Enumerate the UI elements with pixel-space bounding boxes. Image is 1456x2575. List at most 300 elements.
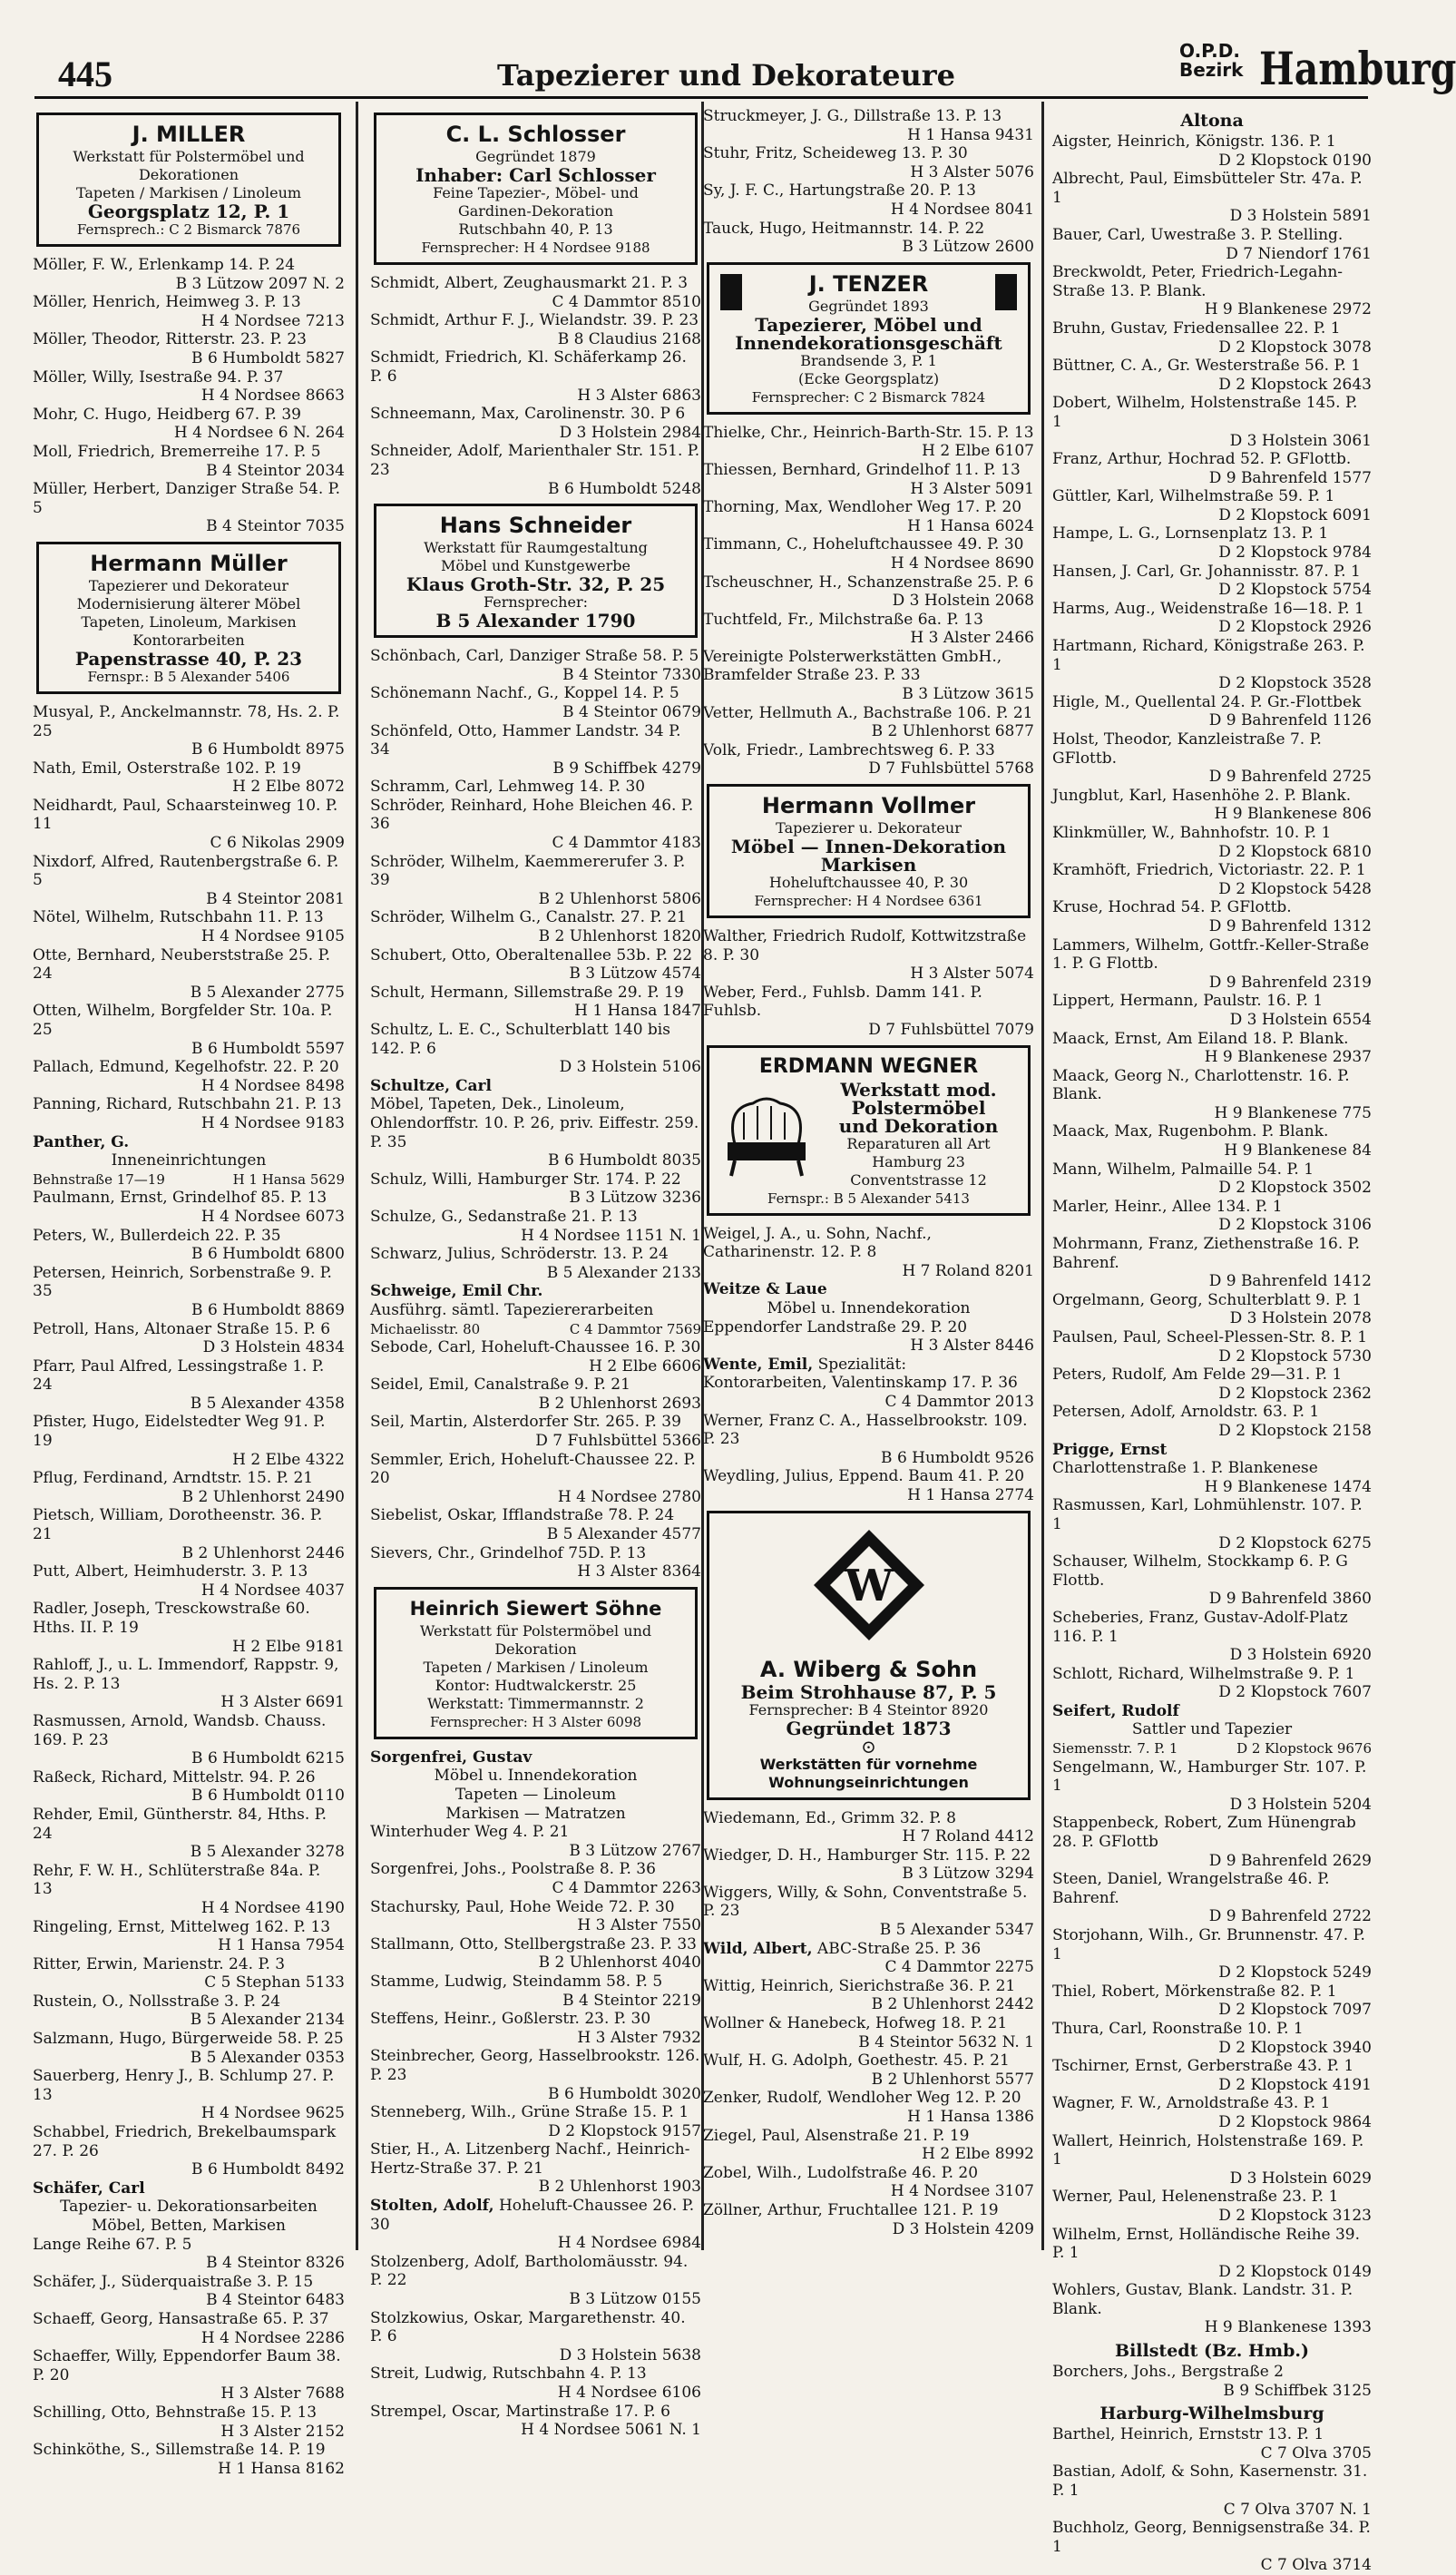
listing-phone: H 3 Alster 2466 [910, 629, 1034, 648]
listing-text: Thielke, Chr., Heinrich-Barth-Str. 15. P. 13 [703, 423, 1034, 442]
listing-text: Peters, W., Bullerdeich 22. P. 35 [33, 1226, 281, 1245]
listing-entry [1052, 394, 1372, 450]
listing-entry [703, 2089, 1034, 2126]
listing-phone: B 4 Steintor 2034 [206, 461, 345, 480]
listing-phone: B 2 Uhlenhorst 2693 [538, 1394, 701, 1413]
listing-phone: B 2 Uhlenhorst 5806 [538, 889, 701, 908]
listing-phone: H 1 Hansa 8162 [218, 2459, 345, 2478]
listing-phone: B 6 Humboldt 8975 [191, 740, 345, 759]
section-altona: Altona [1180, 111, 1244, 131]
listing-entry [33, 1806, 345, 1862]
entry-schweige: Schweige, Emil Chr. Ausführg. sämtl. Tapeziererarbeiten Michaelisstr. 80 C 4 Dammtor 7569 [370, 1282, 701, 1337]
listing-entry [1052, 1814, 1372, 1870]
listing-phone: D 3 Holstein 5204 [1229, 1795, 1372, 1814]
listing-text: Semmler, Erich, Hoheluft-Chaussee 22. P. 20 [370, 1450, 696, 1488]
listing-entry [703, 573, 1034, 611]
listing-phone: D 2 Klopstock 9157 [548, 2121, 701, 2140]
listing-entry [1052, 1328, 1372, 1366]
listing-phone: H 7 Roland 4412 [902, 1827, 1034, 1846]
listing-phone: H 4 Nordsee 9625 [200, 2104, 345, 2123]
column-4 [1052, 107, 1372, 2575]
listing-phone: B 5 Alexander 5347 [879, 1921, 1034, 1940]
listing-text: Mohr, C. Hugo, Heidberg 67. P. 39 [33, 405, 301, 424]
listing-text: Wiedger, D. H., Hamburger Str. 115. P. 22 [703, 1846, 1031, 1865]
listing-phone: C 4 Dammtor 4183 [552, 834, 701, 853]
listing-entry [370, 2253, 701, 2309]
listing-phone: H 1 Hansa 2774 [907, 1485, 1034, 1504]
city-heading: Hamburg [1259, 42, 1456, 95]
entry-list [703, 1809, 1034, 1940]
listing-entry [370, 1170, 701, 1208]
listing-phone: H 4 Nordsee 5061 N. 1 [521, 2421, 701, 2440]
listing-entry [1052, 2094, 1372, 2131]
page-header [34, 34, 1456, 99]
listing-entry [1052, 1926, 1372, 1983]
listing-entry [33, 1562, 345, 1600]
black-block-icon [720, 274, 742, 310]
listing-text: Sebode, Carl, Hoheluft-Chaussee 16. P. 30 [370, 1338, 701, 1357]
listing-text: Schulze, G., Sedanstraße 21. P. 13 [370, 1207, 638, 1226]
listing-text: Otten, Wilhelm, Borgfelder Str. 10a. P. 25 [33, 1002, 333, 1039]
listing-entry [370, 1935, 701, 1973]
listing-entry [703, 1225, 1034, 1281]
listing-entry [33, 443, 345, 480]
listing-text: Thorning, Max, Wendloher Weg 17. P. 20 [703, 498, 1022, 517]
listing-phone: D 3 Holstein 4834 [202, 1338, 345, 1357]
listing-text: Hampe, L. G., Lornsenplatz 13. P. 1 [1052, 524, 1329, 543]
listing-entry [1052, 898, 1372, 935]
listing-phone: H 4 Nordsee 4190 [200, 1898, 345, 1917]
listing-phone: H 3 Alster 7932 [577, 2028, 701, 2047]
listing-text: Paulmann, Ernst, Grindelhof 85. P. 13 [33, 1189, 327, 1208]
listing-phone: D 9 Bahrenfeld 1312 [1208, 916, 1372, 935]
listing-text: Buchholz, Georg, Bennigsenstraße 34. P. 1 [1052, 2519, 1371, 2556]
listing-text: Orgelmann, Georg, Schulterblatt 9. P. 1 [1052, 1290, 1363, 1309]
listing-entry [33, 946, 345, 1003]
listing-entry [703, 535, 1034, 573]
listing-phone: B 4 Steintor 5632 N. 1 [858, 2032, 1034, 2051]
listing-text: Kramhöft, Friedrich, Victoriastr. 22. P. 1 [1052, 861, 1366, 880]
listing-phone: D 9 Bahrenfeld 1412 [1208, 1272, 1372, 1291]
listing-phone: H 4 Nordsee 7213 [200, 311, 345, 330]
listing-phone: D 2 Klopstock 3502 [1218, 1179, 1372, 1198]
listing-phone: H 4 Nordsee 9183 [200, 1113, 345, 1132]
listing-text: Marler, Heinr., Allee 134. P. 1 [1052, 1197, 1283, 1216]
listing-phone: H 4 Nordsee 8498 [200, 1076, 345, 1095]
listing-text: Bauer, Carl, Uwestraße 3. P. Stelling. [1052, 225, 1344, 244]
listing-phone: D 3 Holstein 5106 [559, 1058, 701, 1077]
listing-phone: D 2 Klopstock 4191 [1218, 2075, 1372, 2094]
page-number: 445 [58, 54, 112, 94]
listing-phone: D 9 Bahrenfeld 2319 [1208, 973, 1372, 992]
listing-phone: B 6 Humboldt 0110 [191, 1787, 345, 1806]
circle-mark-icon: ⊙ [861, 1735, 876, 1757]
listing-phone: C 4 Dammtor 2263 [552, 1878, 701, 1897]
listing-entry [703, 1884, 1034, 1940]
listing-text: Peters, Rudolf, Am Felde 29—31. P. 1 [1052, 1366, 1343, 1385]
listing-text: Schinköthe, S., Sillemstraße 14. P. 19 [33, 2441, 326, 2460]
listing-text: Schröder, Wilhelm G., Canalstr. 27. P. 21 [370, 908, 687, 927]
listing-text: Sievers, Chr., Grindelhof 75D. P. 13 [370, 1543, 647, 1562]
entry-wente: Wente, Emil, Spezialität: Kontorarbeiten, Valentinskamp 17. P. 36 C 4 Dammtor 2013 [703, 1355, 1034, 1411]
listing-phone: B 4 Steintor 2219 [562, 1991, 701, 2010]
listing-phone: B 6 Humboldt 6800 [191, 1245, 345, 1264]
listing-entry [703, 2201, 1034, 2238]
entry-list [703, 1977, 1034, 2238]
listing-phone: C 6 Nikolas 2909 [210, 834, 345, 853]
listing-phone: D 2 Klopstock 9864 [1218, 2112, 1372, 2131]
listing-text: Maack, Ernst, Am Eiland 18. P. Blank. [1052, 1029, 1349, 1048]
listing-entry [1052, 787, 1372, 824]
listing-entry [1052, 1030, 1372, 1067]
listing-text: Schmidt, Albert, Zeughausmarkt 21. P. 3 [370, 274, 689, 292]
listing-phone: D 2 Klopstock 2643 [1218, 375, 1372, 394]
entry-sorgenfrei: Sorgenfrei, Gustav Möbel u. Innendekoration Tapeten — Linoleum Markisen — Matratzen Winterhuder Weg 4. P. 21 B 3 Lützow 2767 [370, 1748, 701, 1860]
listing-text: Schröder, Wilhelm, Kaemmererufer 3. P. 39 [370, 852, 686, 890]
listing-entry [33, 1862, 345, 1918]
black-block-icon [995, 274, 1017, 310]
listing-entry [370, 1544, 701, 1581]
listing-entry [370, 2103, 701, 2140]
listing-text: Stachursky, Paul, Hohe Weide 72. P. 30 [370, 1897, 675, 1916]
entry-list [370, 274, 701, 498]
listing-phone: B 5 Alexander 3278 [190, 1843, 345, 1862]
listing-entry [703, 1412, 1034, 1468]
listing-text: Breckwoldt, Peter, Friedrich-Legahn-Straße 13. P. Blank. [1052, 263, 1344, 300]
listing-entry [703, 220, 1034, 257]
listing-phone: H 3 Alster 8364 [577, 1562, 701, 1581]
listing-text: Stier, H., A. Litzenberg Nachf., Heinrich-Hertz-Straße 37. P. 21 [370, 2140, 690, 2178]
entry-list [1052, 1496, 1372, 1702]
entry-stolten: Stolten, Adolf, Hoheluft-Chaussee 26. P. 30 H 4 Nordsee 6984 [370, 2197, 701, 2253]
listing-entry [33, 759, 345, 797]
listing-phone: B 3 Lützow 0155 [569, 2290, 701, 2309]
listing-entry [1052, 1198, 1372, 1235]
listing-entry [370, 797, 701, 853]
listing-entry [1052, 1366, 1372, 1403]
listing-text: Walther, Friedrich Rudolf, Kottwitzstraße 8. P. 30 [703, 927, 1027, 964]
listing-text: Tuchtfeld, Fr., Milchstraße 6a. P. 13 [703, 610, 983, 629]
listing-entry [33, 2067, 345, 2123]
listing-entry [1052, 2020, 1372, 2057]
listing-text: Sengelmann, W., Hamburger Str. 107. P. 1 [1052, 1757, 1367, 1796]
listing-phone: D 2 Klopstock 2158 [1218, 1421, 1372, 1440]
listing-text: Möller, Henrich, Heimweg 3. P. 13 [33, 293, 301, 312]
listing-entry [1052, 563, 1372, 600]
listing-phone: H 1 Hansa 9431 [907, 125, 1034, 144]
listing-phone: B 2 Uhlenhorst 1903 [538, 2178, 701, 2197]
listing-text: Müller, Herbert, Danziger Straße 54. P. 5 [33, 480, 341, 517]
listing-phone: H 9 Blankenese 1393 [1204, 2318, 1372, 2337]
listing-entry [33, 1656, 345, 1712]
entry-list [703, 107, 1034, 257]
column-3 [703, 107, 1034, 2248]
listing-text: Büttner, C. A., Gr. Westerstraße 56. P. 1 [1052, 357, 1362, 376]
listing-text: Aigster, Heinrich, Königstr. 136. P. 1 [1052, 132, 1336, 151]
listing-phone: H 3 Alster 7688 [220, 2384, 345, 2404]
listing-text: Schaeffer, Willy, Eppendorfer Baum 38. P. 20 [33, 2347, 341, 2384]
listing-entry [33, 1357, 345, 1414]
listing-phone: H 9 Blankenese 84 [1224, 1141, 1372, 1160]
listing-text: Stolzkowius, Oskar, Margarethenstr. 40. P. 6 [370, 2308, 686, 2346]
listing-phone: B 6 Humboldt 5597 [191, 1039, 345, 1058]
listing-phone: H 3 Alster 7550 [577, 1916, 701, 1935]
armchair-icon [717, 1090, 816, 1180]
listing-phone: B 2 Uhlenhorst 1820 [538, 927, 701, 946]
listing-text: Stallmann, Otto, Stellbergstraße 23. P. 33 [370, 1934, 697, 1953]
listing-text: Siebelist, Oskar, Ifflandstraße 78. P. 24 [370, 1506, 675, 1525]
listing-phone: D 9 Bahrenfeld 3860 [1208, 1590, 1372, 1609]
wiberg-logo-icon [810, 1526, 928, 1644]
listing-phone: H 4 Nordsee 6073 [200, 1207, 345, 1226]
listing-entry [33, 330, 345, 367]
listing-phone: D 7 Fuhlsbüttel 7079 [868, 1021, 1034, 1039]
listing-entry [703, 2164, 1034, 2201]
listing-text: Pfarr, Paul Alfred, Lessingstraße 1. P. 24 [33, 1356, 325, 1395]
listing-entry [33, 2404, 345, 2441]
listing-entry [703, 1977, 1034, 2014]
listing-entry [370, 1338, 701, 1376]
listing-entry [703, 984, 1034, 1040]
listing-text: Nötel, Wilhelm, Rutschbahn 11. P. 13 [33, 908, 324, 927]
listing-entry [1052, 1609, 1372, 1665]
listing-text: Stappenbeck, Robert, Zum Hünengrab 28. P. GFlottb [1052, 1814, 1356, 1852]
listing-phone: H 1 Hansa 6024 [907, 516, 1034, 535]
listing-phone: H 4 Nordsee 3107 [890, 2182, 1034, 2201]
listing-entry [1052, 861, 1372, 898]
listing-text: Scheberies, Franz, Gustav-Adolf-Platz 116. P. 1 [1052, 1608, 1348, 1646]
listing-phone: B 2 Uhlenhorst 2442 [871, 1995, 1034, 2014]
listing-phone: B 5 Alexander 4577 [546, 1525, 701, 1544]
listing-entry [1052, 226, 1372, 263]
listing-text: Weber, Ferd., Fuhlsb. Damm 141. P. Fuhlsb. [703, 983, 982, 1021]
listing-phone: B 3 Lützow 3236 [569, 1189, 701, 1208]
listing-phone: D 3 Holstein 3061 [1229, 431, 1372, 450]
listing-entry [1052, 2132, 1372, 2188]
listing-phone: B 6 Humboldt 5827 [191, 348, 345, 367]
listing-entry [33, 1227, 345, 1264]
listing-entry [370, 908, 701, 945]
listing-text: Schaeff, Georg, Hansastraße 65. P. 37 [33, 2309, 329, 2328]
listing-text: Paulsen, Paul, Scheel-Plessen-Str. 8. P. 1 [1052, 1328, 1368, 1346]
listing-entry [703, 1846, 1034, 1884]
listing-entry [33, 1955, 345, 1992]
listing-text: Zobel, Wilh., Ludolfstraße 46. P. 20 [703, 2163, 979, 2182]
listing-phone: D 3 Holstein 2984 [559, 423, 701, 442]
listing-text: Werner, Paul, Helenenstraße 23. P. 1 [1052, 2188, 1339, 2207]
listing-phone: B 2 Uhlenhorst 6877 [871, 722, 1034, 741]
listing-entry [370, 946, 701, 984]
listing-text: Werner, Franz C. A., Hasselbrookstr. 109. P. 23 [703, 1411, 1028, 1449]
listing-entry [703, 1467, 1034, 1504]
listing-phone: H 4 Nordsee 2780 [557, 1487, 701, 1506]
listing-phone: D 2 Klopstock 6810 [1218, 842, 1372, 861]
listing-entry [33, 1918, 345, 1955]
listing-text: Möller, F. W., Erlenkamp 14. P. 24 [33, 256, 296, 274]
listing-phone: H 9 Blankenese 2937 [1204, 1048, 1372, 1067]
listing-phone: D 9 Bahrenfeld 1126 [1208, 711, 1372, 730]
listing-entry [1052, 263, 1372, 319]
listing-text: Moll, Friedrich, Bremerreihe 17. P. 5 [33, 442, 321, 461]
listing-entry [370, 1376, 701, 1413]
ad-tenzer: J. TENZER Gegründet 1893 Tapezierer, Möbel und Innendekorationsgeschäft Brandsende 3, P. 1 (Ecke Georgsplatz) Fernsprecher: C 2 Bismarck 7824 [707, 262, 1031, 415]
listing-phone: D 9 Bahrenfeld 2722 [1208, 1907, 1372, 1926]
listing-phone: D 3 Holstein 5638 [559, 2345, 701, 2364]
listing-text: Struckmeyer, J. G., Dillstraße 13. P. 13 [703, 107, 1002, 125]
listing-text: Vetter, Hellmuth A., Bachstraße 106. P. 21 [703, 703, 1033, 722]
listing-phone: H 2 Elbe 4322 [232, 1450, 345, 1469]
listing-text: Seidel, Emil, Canalstraße 9. P. 21 [370, 1376, 630, 1395]
listing-text: Pflug, Ferdinand, Arndtstr. 15. P. 21 [33, 1469, 314, 1488]
listing-text: Mohrmann, Franz, Ziethenstraße 16. P. Bahrenf. [1052, 1235, 1361, 1272]
listing-entry [703, 2051, 1034, 2089]
listing-entry [370, 2140, 701, 2197]
listing-text: Stenneberg, Wilh., Grüne Straße 15. P. 1 [370, 2103, 689, 2122]
listing-phone: D 3 Holstein 6029 [1229, 2169, 1372, 2188]
listing-phone: H 9 Blankenese 775 [1214, 1103, 1372, 1122]
listing-phone: H 3 Alster 6863 [577, 386, 701, 405]
listing-phone: B 5 Alexander 2133 [546, 1263, 701, 1282]
listing-text: Lippert, Hermann, Paulstr. 16. P. 1 [1052, 992, 1324, 1011]
listing-entry [1052, 524, 1372, 562]
entry-list [33, 1189, 345, 2178]
listing-text: Schubert, Otto, Oberaltenallee 53b. P. 22 [370, 945, 693, 964]
listing-text: Timmann, C., Hoheluftchaussee 49. P. 30 [703, 535, 1024, 554]
listing-entry [370, 1413, 701, 1450]
listing-entry [370, 274, 701, 311]
listing-text: Zöllner, Arthur, Fruchtallee 121. P. 19 [703, 2200, 999, 2219]
listing-text: Harms, Aug., Weidenstraße 16—18. P. 1 [1052, 599, 1364, 618]
svg-text:W: W [844, 1560, 894, 1611]
listing-entry [370, 1506, 701, 1543]
listing-text: Möller, Theodor, Ritterstr. 23. P. 23 [33, 330, 307, 349]
listing-entry [1052, 132, 1372, 170]
entry-schaefer: Schäfer, Carl Tapezier- u. Dekorationsarbeiten Möbel, Betten, Markisen Lange Reihe 67. P. 5 B 4 Steintor 8326 [33, 2178, 345, 2273]
listing-text: Schwarz, Julius, Schröderstr. 13. P. 24 [370, 1245, 669, 1264]
listing-phone: B 6 Humboldt 9526 [881, 1448, 1034, 1467]
listing-text: Sauerberg, Henry J., B. Schlump 27. P. 13 [33, 2067, 335, 2104]
listing-text: Schönfeld, Otto, Hammer Landstr. 34 P. 34 [370, 721, 681, 759]
listing-phone: D 2 Klopstock 2926 [1218, 618, 1372, 637]
listing-phone: D 3 Holstein 6554 [1229, 1010, 1372, 1029]
listing-phone: H 3 Alster 5076 [910, 162, 1034, 181]
listing-phone: B 3 Lützow 3294 [902, 1865, 1034, 1884]
listing-entry [703, 144, 1034, 181]
listing-entry [1052, 319, 1372, 357]
entry-list [370, 647, 701, 1077]
entry-list [370, 1860, 701, 2197]
listing-phone: D 2 Klopstock 5730 [1218, 1346, 1372, 1366]
column-1 [33, 107, 345, 2478]
listing-phone: B 2 Uhlenhorst 2446 [181, 1543, 345, 1562]
entry-seifert: Seifert, Rudolf Sattler und Tapezier Siemensstr. 7. P. 1 D 2 Klopstock 9676 [1052, 1701, 1372, 1757]
listing-entry [703, 461, 1034, 498]
listing-text: Rasmussen, Karl, Lohmühlenstr. 107. P. 1 [1052, 1496, 1363, 1533]
listing-entry [1052, 2425, 1372, 2462]
listing-text: Franz, Arthur, Hochrad 52. P. GFlottb. [1052, 450, 1352, 469]
listing-phone: B 4 Steintor 6483 [206, 2291, 345, 2310]
listing-entry [1052, 1983, 1372, 2020]
listing-phone: H 3 Alster 5091 [910, 479, 1034, 498]
listing-entry [33, 1712, 345, 1768]
listing-phone: D 2 Klopstock 3106 [1218, 1216, 1372, 1235]
entry-list [1052, 132, 1372, 1441]
entry-list [703, 424, 1034, 778]
listing-entry [1052, 1496, 1372, 1552]
listing-text: Hansen, J. Carl, Gr. Johannisstr. 87. P. 1 [1052, 562, 1361, 581]
listing-phone: D 3 Holstein 2068 [892, 592, 1034, 611]
listing-text: Ziegel, Paul, Alsenstraße 21. P. 19 [703, 2126, 970, 2145]
listing-text: Weigel, J. A., u. Sohn, Nachf., Catharinenstr. 12. P. 8 [703, 1224, 932, 1262]
listing-phone: D 3 Holstein 6920 [1229, 1646, 1372, 1665]
listing-text: Pfister, Hugo, Eidelstedter Weg 91. P. 19 [33, 1413, 326, 1451]
listing-text: Klinkmüller, W., Bahnhofstr. 10. P. 1 [1052, 823, 1332, 842]
listing-entry [1052, 1665, 1372, 1702]
listing-phone: C 7 Olva 3714 [1260, 2556, 1372, 2575]
listing-entry [1052, 170, 1372, 226]
listing-entry [1052, 357, 1372, 394]
listing-text: Schönemann Nachf., G., Koppel 14. P. 5 [370, 684, 679, 703]
listing-entry [1052, 450, 1372, 487]
listing-text: Schmidt, Friedrich, Kl. Schäferkamp 26. P. 6 [370, 348, 687, 386]
listing-phone: H 7 Roland 8201 [902, 1261, 1034, 1280]
listing-text: Bruhn, Gustav, Friedensallee 22. P. 1 [1052, 318, 1341, 338]
listing-text: Schultz, L. E. C., Schulterblatt 140 bis 142. P. 6 [370, 1021, 670, 1058]
entry-wild: Wild, Albert, ABC-Straße 25. P. 36 C 4 Dammtor 2275 [703, 1939, 1034, 1977]
listing-text: Petroll, Hans, Altonaer Straße 15. P. 6 [33, 1319, 331, 1338]
listing-entry [1052, 2226, 1372, 2282]
listing-text: Storjohann, Wilh., Gr. Brunnenstr. 47. P. 1 [1052, 1926, 1365, 1963]
listing-entry [33, 1992, 345, 2030]
listing-text: Güttler, Karl, Wilhelmstraße 59. P. 1 [1052, 487, 1335, 506]
listing-text: Lammers, Wilhelm, Gottfr.-Keller-Straße 1. P. G Flottb. [1052, 935, 1370, 974]
listing-phone: B 6 Humboldt 8869 [191, 1300, 345, 1319]
listing-text: Schulz, Willi, Hamburger Str. 174. P. 22 [370, 1170, 681, 1189]
entry-list [1052, 1758, 1372, 2337]
listing-text: Stamme, Ludwig, Steindamm 58. P. 5 [370, 1972, 663, 1991]
listing-phone: B 3 Lützow 2600 [902, 238, 1034, 257]
listing-phone: B 5 Alexander 2775 [190, 983, 345, 1002]
listing-text: Radler, Joseph, Tresckowstraße 60. Hths. II. P. 19 [33, 1600, 310, 1637]
listing-entry [33, 2123, 345, 2179]
listing-entry [370, 1860, 701, 1897]
listing-phone: D 2 Klopstock 2362 [1218, 1384, 1372, 1403]
listing-phone: D 2 Klopstock 3528 [1218, 674, 1372, 693]
listing-entry [1052, 1235, 1372, 1291]
listing-text: Schneemann, Max, Carolinenstr. 30. P 6 [370, 405, 686, 424]
entry-list [370, 1338, 701, 1581]
listing-phone: B 4 Steintor 7035 [206, 517, 345, 536]
entry-list [33, 256, 345, 536]
listing-text: Sorgenfrei, Johs., Poolstraße 8. P. 36 [370, 1860, 656, 1879]
column-2 [370, 107, 701, 2440]
listing-phone: D 2 Klopstock 6091 [1218, 505, 1372, 524]
listing-phone: H 4 Nordsee 4037 [200, 1581, 345, 1600]
listing-text: Schmidt, Arthur F. J., Wielandstr. 39. P. 23 [370, 311, 699, 330]
listing-text: Wiedemann, Ed., Grimm 32. P. 8 [703, 1808, 956, 1827]
listing-text: Strempel, Oscar, Martinstraße 17. P. 6 [370, 2402, 670, 2421]
listing-entry [33, 1600, 345, 1656]
listing-text: Maack, Max, Rugenbohm. P. Blank. [1052, 1122, 1329, 1141]
listing-phone: H 2 Elbe 6606 [589, 1356, 701, 1376]
listing-phone: D 2 Klopstock 3940 [1218, 2038, 1372, 2057]
listing-entry [370, 2309, 701, 2365]
entry-schultze: Schultze, Carl Möbel, Tapeten, Dek., Linoleum, Ohlendorffstr. 10. P. 26, priv. Eiffestr. 259. P. 35 B 6 Humboldt 8035 [370, 1076, 701, 1170]
listing-phone: C 7 Olva 3705 [1260, 2443, 1372, 2462]
listing-entry [33, 293, 345, 330]
listing-entry [1052, 2281, 1372, 2337]
listing-entry [370, 1021, 701, 1077]
